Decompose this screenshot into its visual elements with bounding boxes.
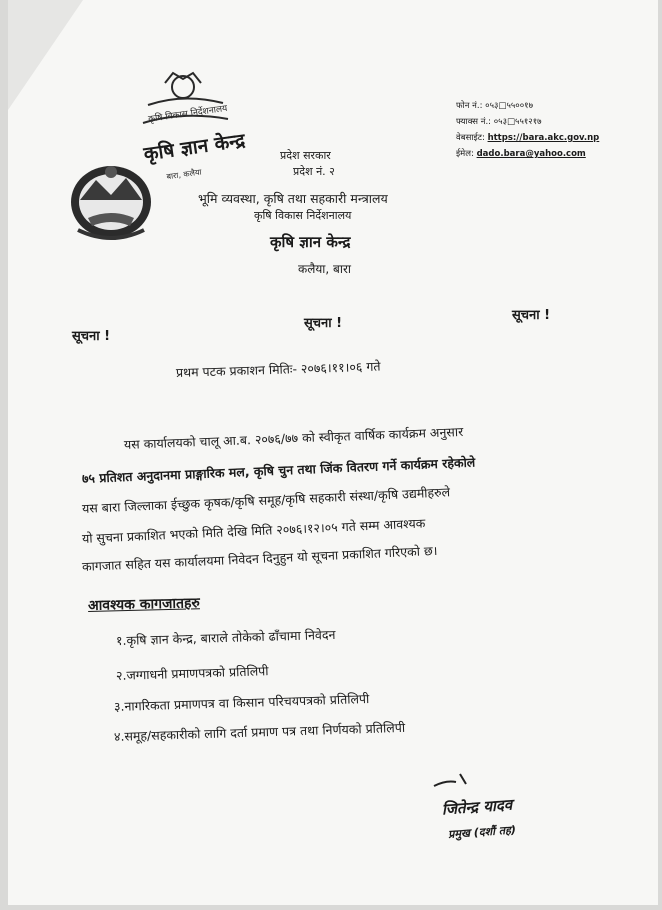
notice-heading-left: सूचना ! [72, 329, 111, 344]
notice-heading-center: सूचना ! [304, 316, 343, 331]
seal-top-text: कृषि विकास निर्देशनालय [147, 103, 228, 125]
requirement-item-4: ४.समूह/सहकारीको लागि दर्ता प्रमाण पत्र तथा निर्णयको प्रतिलिपी [113, 719, 406, 744]
body-line-1: यस कार्यालयको चालू आ.ब. २०७६/७७ को स्वीकृत वार्षिक कार्यक्रम अनुसार [123, 423, 464, 452]
email-label: ईमेल: [456, 149, 474, 159]
office-location: कलैया, बारा [298, 262, 352, 276]
seal-place-text: बारा, कलैया [165, 167, 203, 182]
fax-label: फ्याक्स नं.: [456, 117, 492, 127]
email-link[interactable]: dado.bara@yahoo.com [476, 149, 586, 159]
website-link[interactable]: https://bara.akc.gov.np [487, 133, 600, 143]
body-line-2: ७५ प्रतिशत अनुदानमा प्राङ्गारिक मल, कृषि चुन तथा जिंक वितरण गर्ने कार्यक्रम रहेकोले [81, 454, 476, 486]
header-line-1: प्रदेश सरकार [280, 149, 331, 162]
handwritten-signature [426, 768, 586, 848]
nepal-emblem-icon [66, 160, 156, 242]
fax-value: ०५३□५५१२१७ [493, 117, 542, 127]
phone-label: फोन नं.: [456, 101, 483, 111]
phone-line [456, 100, 533, 111]
website-line [456, 132, 599, 143]
ministry-name: भूमि व्यवस्था, कृषि तथा सहकारी मन्त्रालय [198, 191, 388, 206]
publication-date: प्रथम पटक प्रकाशन मितिः- २०७६।११।०६ गते [175, 358, 381, 380]
document-page [8, 0, 658, 905]
body-line-3: यस बारा जिल्लाका ईच्छुक कृषक/कृषि समूह/कृषि सहकारी संस्था/कृषि उद्यमीहरुले [81, 484, 451, 516]
requirement-item-1: १.कृषि ज्ञान केन्द्र, बाराले तोकेको ढाँचामा निवेदन [115, 626, 336, 648]
requirements-heading: आवश्यक कागजातहरु [87, 595, 201, 614]
body-line-5: कागजात सहित यस कार्यालयमा निवेदन दिनुहुन यो सूचना प्रकाशित गरिएको छ। [81, 542, 438, 574]
body-line-4: यो सुचना प्रकाशित भएको मिति देखि मिति २०७६।१२।०५ गते सम्म आवश्यक [81, 515, 426, 546]
fax-line [456, 116, 542, 127]
office-name: कृषि ज्ञान केन्द्र [270, 233, 351, 251]
phone-value: ०५३□५५००१७ [485, 101, 533, 111]
notice-heading-right: सूचना ! [512, 308, 551, 323]
signature-title: प्रमुख (दशौं तह) [447, 823, 517, 842]
directorate-name: कृषि विकास निर्देशनालय [254, 209, 352, 222]
requirement-item-3: ३.नागरिकता प्रमाणपत्र वा किसान परिचयपत्रको प्रतिलिपी [113, 690, 370, 714]
header-line-2: प्रदेश नं. २ [293, 165, 335, 178]
requirement-item-2: २.जग्गाधनी प्रमाणपत्रको प्रतिलिपी [115, 663, 269, 683]
signature-name: जितेन्द्र यादव [441, 795, 513, 819]
folded-corner [8, 0, 83, 110]
seal-main-text: कृषि ज्ञान केन्द्र [142, 129, 247, 166]
email-line [456, 148, 586, 159]
website-label: वेबसाईट: [456, 133, 485, 143]
